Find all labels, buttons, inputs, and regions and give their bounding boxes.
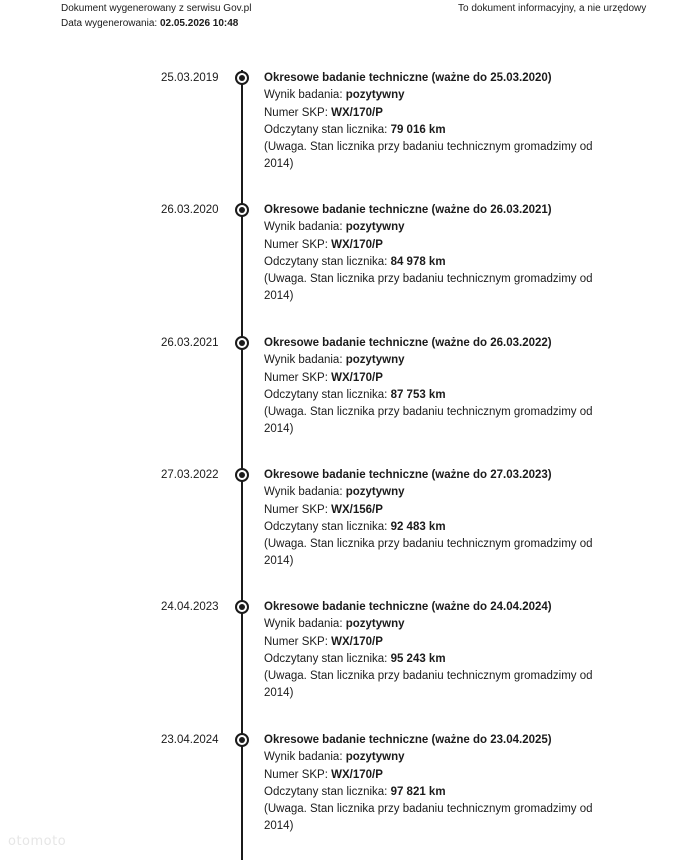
skp-label: Numer SKP: bbox=[264, 768, 328, 781]
skp-row bbox=[264, 767, 609, 784]
generated-date-value: 02.05.2026 10:48 bbox=[159, 18, 239, 29]
entry-details bbox=[264, 732, 609, 836]
timeline-entry bbox=[0, 467, 696, 587]
result-row bbox=[264, 616, 609, 633]
result-row bbox=[264, 749, 609, 766]
skp-row bbox=[264, 237, 609, 254]
entry-date: 26.03.2020 bbox=[161, 204, 219, 216]
result-label: Wynik badania: bbox=[264, 354, 343, 367]
timeline-marker-icon bbox=[235, 71, 249, 85]
timeline-entry bbox=[0, 202, 696, 322]
odometer-note: (Uwaga. Stan licznika przy badaniu technicznym gromadzimy od 2014) bbox=[264, 406, 593, 436]
odometer-value: 79 016 km bbox=[390, 123, 446, 136]
skp-label: Numer SKP: bbox=[264, 238, 328, 251]
entry-title: Okresowe badanie techniczne (ważne do 25.03.2020) bbox=[264, 72, 552, 84]
entry-date: 26.03.2021 bbox=[161, 337, 219, 349]
skp-value: WX/156/P bbox=[331, 503, 383, 516]
odometer-row bbox=[264, 122, 609, 139]
generated-source-text bbox=[61, 2, 251, 16]
entry-details bbox=[264, 202, 609, 306]
timeline-marker-icon bbox=[235, 336, 249, 350]
odometer-value: 92 483 km bbox=[390, 520, 446, 533]
entry-date: 23.04.2024 bbox=[161, 734, 219, 746]
skp-value: WX/170/P bbox=[331, 106, 383, 119]
skp-value: WX/170/P bbox=[331, 238, 383, 251]
entry-details bbox=[264, 335, 609, 439]
odometer-row bbox=[264, 519, 609, 536]
result-value: pozytywny bbox=[345, 751, 405, 764]
timeline-marker-icon bbox=[235, 600, 249, 614]
result-label: Wynik badania: bbox=[264, 89, 343, 102]
skp-label: Numer SKP: bbox=[264, 503, 328, 516]
entry-date: 24.04.2023 bbox=[161, 601, 219, 613]
odometer-row bbox=[264, 254, 609, 271]
odometer-label: Odczytany stan licznika: bbox=[264, 785, 388, 798]
entry-details bbox=[264, 70, 609, 174]
odometer-note: (Uwaga. Stan licznika przy badaniu technicznym gromadzimy od 2014) bbox=[264, 273, 593, 303]
entry-details bbox=[264, 467, 609, 571]
odometer-note: (Uwaga. Stan licznika przy badaniu technicznym gromadzimy od 2014) bbox=[264, 670, 593, 700]
odometer-row bbox=[264, 651, 609, 668]
skp-value: WX/170/P bbox=[331, 635, 383, 648]
entry-date: 27.03.2022 bbox=[161, 469, 219, 481]
generated-date-line bbox=[61, 17, 238, 31]
odometer-label: Odczytany stan licznika: bbox=[264, 388, 388, 401]
odometer-label: Odczytany stan licznika: bbox=[264, 255, 388, 268]
odometer-value: 97 821 km bbox=[390, 785, 446, 798]
odometer-value: 84 978 km bbox=[390, 255, 446, 268]
result-value: pozytywny bbox=[345, 221, 405, 234]
result-label: Wynik badania: bbox=[264, 751, 343, 764]
generated-date-label: Data wygenerowania: bbox=[61, 18, 158, 29]
result-label: Wynik badania: bbox=[264, 486, 343, 499]
disclaimer-text: To dokument informacyjny, a nie urzędowy bbox=[458, 3, 647, 14]
result-value: pozytywny bbox=[345, 486, 405, 499]
skp-label: Numer SKP: bbox=[264, 106, 328, 119]
timeline-entry bbox=[0, 70, 696, 190]
result-value: pozytywny bbox=[345, 618, 405, 631]
skp-label: Numer SKP: bbox=[264, 371, 328, 384]
skp-row bbox=[264, 370, 609, 387]
odometer-label: Odczytany stan licznika: bbox=[264, 123, 388, 136]
entry-date: 25.03.2019 bbox=[161, 72, 219, 84]
entry-title: Okresowe badanie techniczne (ważne do 27.03.2023) bbox=[264, 469, 552, 481]
watermark-logo: otomoto bbox=[8, 834, 67, 849]
odometer-label: Odczytany stan licznika: bbox=[264, 652, 388, 665]
skp-row bbox=[264, 502, 609, 519]
entry-details bbox=[264, 599, 609, 703]
odometer-value: 87 753 km bbox=[390, 388, 446, 401]
result-label: Wynik badania: bbox=[264, 618, 343, 631]
odometer-value: 95 243 km bbox=[390, 652, 446, 665]
skp-label: Numer SKP: bbox=[264, 635, 328, 648]
timeline-marker-icon bbox=[235, 203, 249, 217]
result-row bbox=[264, 87, 609, 104]
result-row bbox=[264, 484, 609, 501]
result-value: pozytywny bbox=[345, 354, 405, 367]
skp-value: WX/170/P bbox=[331, 371, 383, 384]
timeline-marker-icon bbox=[235, 468, 249, 482]
odometer-row bbox=[264, 784, 609, 801]
result-label: Wynik badania: bbox=[264, 221, 343, 234]
odometer-note: (Uwaga. Stan licznika przy badaniu technicznym gromadzimy od 2014) bbox=[264, 803, 593, 833]
timeline-entry bbox=[0, 599, 696, 719]
skp-row bbox=[264, 105, 609, 122]
odometer-row bbox=[264, 387, 609, 404]
skp-row bbox=[264, 634, 609, 651]
result-row bbox=[264, 219, 609, 236]
timeline-entry bbox=[0, 335, 696, 455]
skp-value: WX/170/P bbox=[331, 768, 383, 781]
odometer-label: Odczytany stan licznika: bbox=[264, 520, 388, 533]
entry-title: Okresowe badanie techniczne (ważne do 26.03.2022) bbox=[264, 337, 552, 349]
result-row bbox=[264, 352, 609, 369]
odometer-note: (Uwaga. Stan licznika przy badaniu technicznym gromadzimy od 2014) bbox=[264, 141, 593, 171]
entry-title: Okresowe badanie techniczne (ważne do 23.04.2025) bbox=[264, 734, 552, 746]
timeline-entry bbox=[0, 732, 696, 852]
entry-title: Okresowe badanie techniczne (ważne do 26.03.2021) bbox=[264, 204, 552, 216]
generated-source-label: Dokument wygenerowany z serwisu Gov.pl bbox=[61, 3, 252, 14]
odometer-note: (Uwaga. Stan licznika przy badaniu technicznym gromadzimy od 2014) bbox=[264, 538, 593, 568]
entry-title: Okresowe badanie techniczne (ważne do 24.04.2024) bbox=[264, 601, 552, 613]
timeline-marker-icon bbox=[235, 733, 249, 747]
result-value: pozytywny bbox=[345, 89, 405, 102]
